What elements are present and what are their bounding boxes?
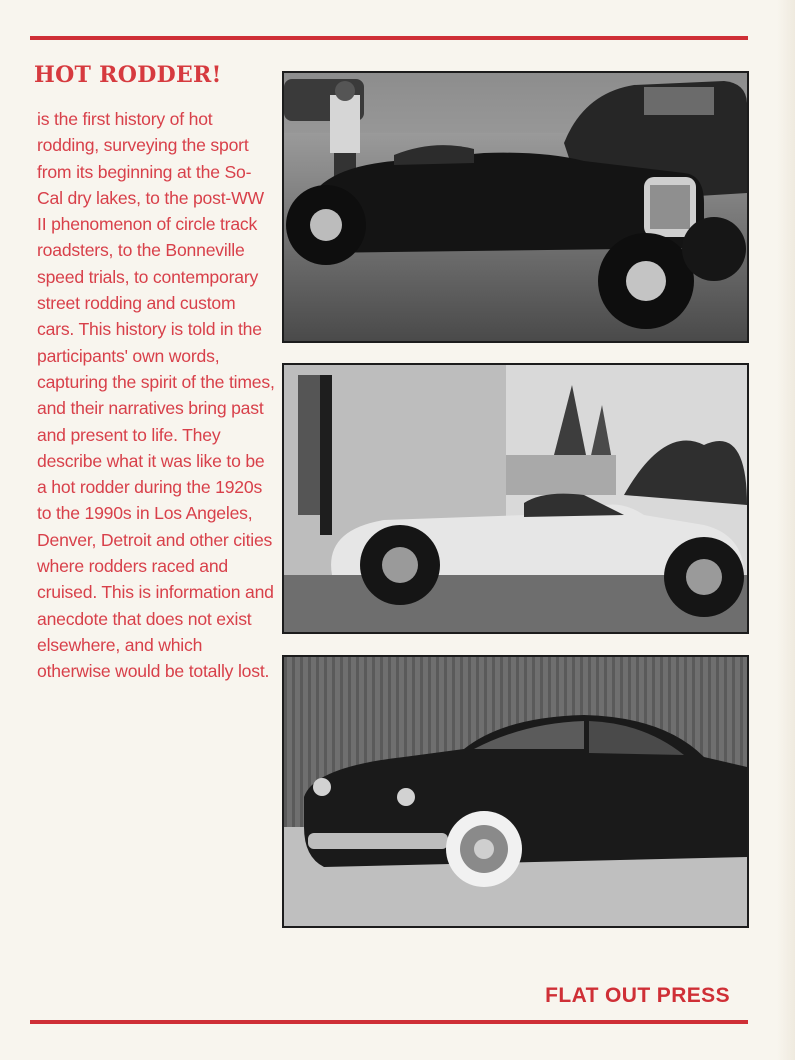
photo-roadster: [282, 71, 749, 343]
book-description: is the first history of hot rodding, surveying the sport from its beginning at the So-Cal dry lakes, to the post-WW II phenomenon of circle track roadsters, to the Bonneville speed trials, to contemporary street rodding and custom cars. This history is told in the participants' own words, capturing the spirit of the times, and their narratives bring past and present to life. They describe what it was like to be a hot rodder during the 1920s to the 1990s in Los Angeles, Denver, Detroit and other cities where rodders raced and cruised. This is information and anecdote that does not exist elsewhere, and which otherwise would be totally lost.: [37, 109, 275, 682]
page-edge-shade: [777, 0, 795, 1060]
photo-streamliner: [282, 363, 749, 634]
publisher-name: FLAT OUT PRESS: [545, 984, 730, 1007]
bottom-rule: [30, 1020, 748, 1024]
top-rule: [30, 36, 748, 40]
photo-custom-car: [282, 655, 749, 928]
custom-car-photo-illustration: [284, 657, 747, 926]
streamliner-photo-illustration: [284, 365, 747, 632]
roadster-photo-illustration: [284, 73, 747, 341]
book-title: HOT RODDER!: [34, 62, 222, 88]
